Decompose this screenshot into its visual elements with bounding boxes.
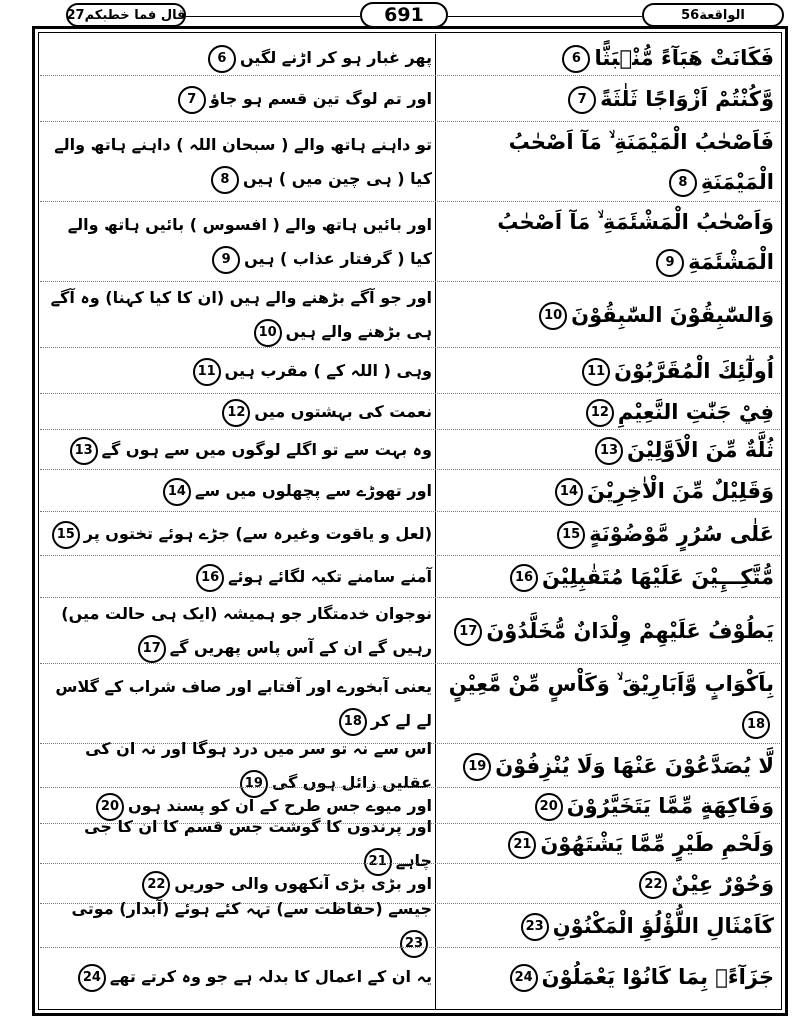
urdu-translation xyxy=(46,282,432,348)
urdu-text: اور بڑی بڑی آنکھوں والی حوریں xyxy=(174,874,432,893)
urdu-text: (لعل و یاقوت وغیرہ سے) جڑے ہوئے تختوں پر xyxy=(83,524,432,543)
urdu-translation xyxy=(46,948,432,1006)
arabic-text: كَاَمْثَالِ اللُّؤْلُؤِ الْمَكْنُوْنِ xyxy=(552,914,774,938)
header-rule-right xyxy=(448,16,642,17)
verse-row xyxy=(40,556,780,598)
arabic-text: بِاَكْوَابٍ وَّاَبَارِيْقَ ۙ وَكَاْسٍ مِّنْ مَّعِيْنٍ xyxy=(448,672,774,696)
urdu-translation xyxy=(46,430,432,470)
verse-number: 9 xyxy=(656,249,684,277)
translation-number: 18 xyxy=(339,708,367,736)
verse-row xyxy=(40,512,780,556)
arabic-verse xyxy=(438,598,774,664)
verse-row xyxy=(40,817,780,870)
urdu-translation xyxy=(46,556,432,598)
arabic-verse xyxy=(438,824,774,864)
verse-number: 8 xyxy=(669,169,697,197)
arabic-text: فَكَانَتْ هَبَآءً مُّنْۢبَثًّا xyxy=(594,46,774,70)
arabic-verse xyxy=(438,864,774,904)
urdu-translation xyxy=(46,817,432,870)
verse-number: 17 xyxy=(454,618,482,646)
translation-number: 8 xyxy=(211,166,239,194)
header-rule-left xyxy=(186,16,360,17)
translation-number: 13 xyxy=(70,437,98,465)
arabic-verse xyxy=(438,664,774,744)
arabic-verse xyxy=(438,744,774,788)
verse-row xyxy=(40,348,780,394)
arabic-verse xyxy=(438,948,774,1006)
verse-number: 16 xyxy=(510,564,538,592)
verse-number: 19 xyxy=(463,753,491,781)
translation-number: 6 xyxy=(208,45,236,73)
verse-number: 22 xyxy=(639,871,667,899)
urdu-text: آمنے سامنے تکیہ لگائے ہوئے xyxy=(228,567,432,586)
urdu-translation xyxy=(46,899,432,951)
translation-number: 17 xyxy=(138,635,166,663)
arabic-text: فِيْ جَنّٰتِ النَّعِيْمِ xyxy=(617,400,774,424)
arabic-text: ثُلَّةٌ مِّنَ الْاَوَّلِيْنَ xyxy=(627,438,774,462)
verse-number: 6 xyxy=(562,45,590,73)
urdu-text: اور بائیں ہاتھ والے ( افسوس ) بائیں ہاتھ والے کیا ( گرفتار عذاب ) ہیں xyxy=(67,215,432,268)
translation-number: 16 xyxy=(196,564,224,592)
verse-row xyxy=(40,470,780,512)
arabic-text: يَطُوْفُ عَلَيْهِمْ وِلْدَانٌ مُّخَلَّدُوْنَ xyxy=(486,619,774,643)
translation-number: 9 xyxy=(212,246,240,274)
arabic-verse xyxy=(438,202,774,282)
translation-number: 20 xyxy=(96,793,124,821)
urdu-translation xyxy=(46,202,432,282)
verse-number: 11 xyxy=(582,358,610,386)
translation-number: 22 xyxy=(142,871,170,899)
urdu-translation xyxy=(46,598,432,664)
arabic-text: لَّا يُصَدَّعُوْنَ عَنْهَا وَلَا يُنْزِفُوْنَ xyxy=(495,754,774,778)
translation-number: 11 xyxy=(193,358,221,386)
urdu-text: پھر غبار ہو کر اڑنے لگیں xyxy=(239,48,432,67)
arabic-verse xyxy=(438,40,774,76)
translation-number: 12 xyxy=(222,399,250,427)
arabic-verse xyxy=(438,394,774,430)
verse-number: 10 xyxy=(539,302,567,330)
translation-number: 19 xyxy=(240,770,268,798)
arabic-text: وَفَاكِهَةٍ مِّمَّا يَتَخَيَّرُوْنَ xyxy=(566,794,774,818)
verse-number: 23 xyxy=(521,913,549,941)
verse-row xyxy=(40,282,780,348)
arabic-verse xyxy=(438,76,774,122)
verse-number: 21 xyxy=(508,831,536,859)
arabic-text: جَزَآءًۢ بِمَا كَانُوْا يَعْمَلُوْنَ xyxy=(541,965,774,989)
arabic-text: وَالسّٰبِقُوْنَ السّٰبِقُوْنَ xyxy=(571,303,774,327)
urdu-text: تو داہنے ہاتھ والے ( سبحان اللہ ) داہنے ہاتھ والے کیا ( ہی چین میں ) ہیں xyxy=(54,135,432,188)
arabic-verse xyxy=(438,788,774,824)
urdu-text: اور میوے جس طرح کے ان کو پسند ہوں xyxy=(127,796,432,815)
surah-label: الواقعة56 xyxy=(642,3,784,27)
urdu-text: اور جو آگے بڑھنے والے ہیں (ان کا کیا کہنا) وہ آگے ہی بڑھنے والے ہیں xyxy=(50,288,432,341)
verse-row xyxy=(40,76,780,122)
translation-number: 21 xyxy=(364,848,392,876)
urdu-text: نعمت کی بہشتوں میں xyxy=(254,402,432,421)
verse-number: 24 xyxy=(510,964,538,992)
arabic-verse xyxy=(438,348,774,394)
translation-number: 10 xyxy=(254,319,282,347)
translation-number: 24 xyxy=(78,964,106,992)
verse-row xyxy=(40,394,780,430)
verse-number: 13 xyxy=(595,437,623,465)
arabic-verse xyxy=(438,430,774,470)
urdu-translation xyxy=(46,394,432,430)
urdu-translation xyxy=(46,470,432,512)
arabic-text: وَّكُنْتُمْ اَزْوَاجًا ثَلٰثَةً xyxy=(600,87,774,111)
arabic-text: وَقَلِيْلٌ مِّنَ الْاٰخِرِيْنَ xyxy=(586,479,774,503)
arabic-verse xyxy=(438,904,774,948)
urdu-text: نوجوان خدمتگار جو ہمیشہ (ایک ہی حالت میں) رہیں گے ان کے آس پاس پھریں گے xyxy=(61,604,432,657)
arabic-verse xyxy=(438,556,774,598)
urdu-translation xyxy=(46,348,432,394)
verse-row xyxy=(40,598,780,664)
page-number: 691 xyxy=(360,2,448,28)
verse-row xyxy=(40,430,780,470)
verse-number: 20 xyxy=(535,793,563,821)
arabic-text: اُولٰٓئِكَ الْمُقَرَّبُوْنَ xyxy=(614,359,774,383)
verse-row xyxy=(40,122,780,202)
verse-row xyxy=(40,202,780,282)
arabic-text: فَاَصْحٰبُ الْمَيْمَنَةِ ۙ مَآ اَصْحٰبُ الْمَيْمَنَةِ xyxy=(508,130,774,194)
arabic-verse xyxy=(438,282,774,348)
verse-number: 18 xyxy=(742,711,770,739)
arabic-verse xyxy=(438,470,774,512)
verse-number: 15 xyxy=(557,521,585,549)
juz-label: قال فما خطبكم27 xyxy=(66,3,186,27)
urdu-translation xyxy=(46,512,432,556)
urdu-translation xyxy=(46,40,432,76)
urdu-text: وہی ( اللہ کے ) مقرب ہیں xyxy=(224,361,432,380)
arabic-verse xyxy=(438,512,774,556)
translation-number: 15 xyxy=(52,521,80,549)
arabic-text: وَحُوْرٌ عِيْنٌ xyxy=(671,872,774,896)
verse-row xyxy=(40,40,780,76)
verse-row xyxy=(40,899,780,951)
translation-number: 23 xyxy=(400,930,428,958)
urdu-text: یعنی آبخورے اور آفتابے اور صاف شراب کے گلاس لے لے کر xyxy=(55,677,432,730)
translation-number: 14 xyxy=(163,478,191,506)
urdu-text: جیسے (حفاظت سے) تہہ کئے ہوئے (آبدار) موتی xyxy=(71,899,432,918)
arabic-text: وَلَحْمِ طَيْرٍ مِّمَّا يَشْتَهُوْنَ xyxy=(540,832,774,856)
urdu-text: اور تھوڑے سے پچھلوں میں سے xyxy=(194,481,432,500)
verse-number: 12 xyxy=(586,399,614,427)
verse-row xyxy=(40,948,780,1006)
urdu-text: اور پرندوں کا گوشت جس قسم کا ان کا جی چاہے xyxy=(84,817,432,870)
arabic-verse xyxy=(438,122,774,202)
urdu-text: یہ ان کے اعمال کا بدلہ ہے جو وہ کرتے تھے xyxy=(109,967,432,986)
urdu-translation xyxy=(46,76,432,122)
urdu-translation xyxy=(46,122,432,202)
verse-number: 7 xyxy=(568,86,596,114)
translation-number: 7 xyxy=(178,86,206,114)
urdu-text: اس سے نہ تو سر میں درد ہوگا اور نہ ان کی عقلیں زائل ہوں گی xyxy=(85,739,432,792)
arabic-text: وَاَصْحٰبُ الْمَشْئَمَةِ ۙ مَآ اَصْحٰبُ الْمَشْئَمَةِ xyxy=(497,210,774,274)
urdu-text: اور تم لوگ تین قسم ہو جاؤ xyxy=(209,89,432,108)
arabic-text: عَلٰى سُرُرٍ مَّوْضُوْنَةٍ xyxy=(589,522,774,546)
urdu-text: وہ بہت سے تو اگلے لوگوں میں سے ہوں گے xyxy=(101,440,432,459)
urdu-translation xyxy=(46,739,432,792)
verse-number: 14 xyxy=(555,478,583,506)
arabic-text: مُّتَّكِـــِٕيْنَ عَلَيْهَا مُتَقٰبِلِيْنَ xyxy=(542,565,774,589)
verse-row xyxy=(40,739,780,792)
